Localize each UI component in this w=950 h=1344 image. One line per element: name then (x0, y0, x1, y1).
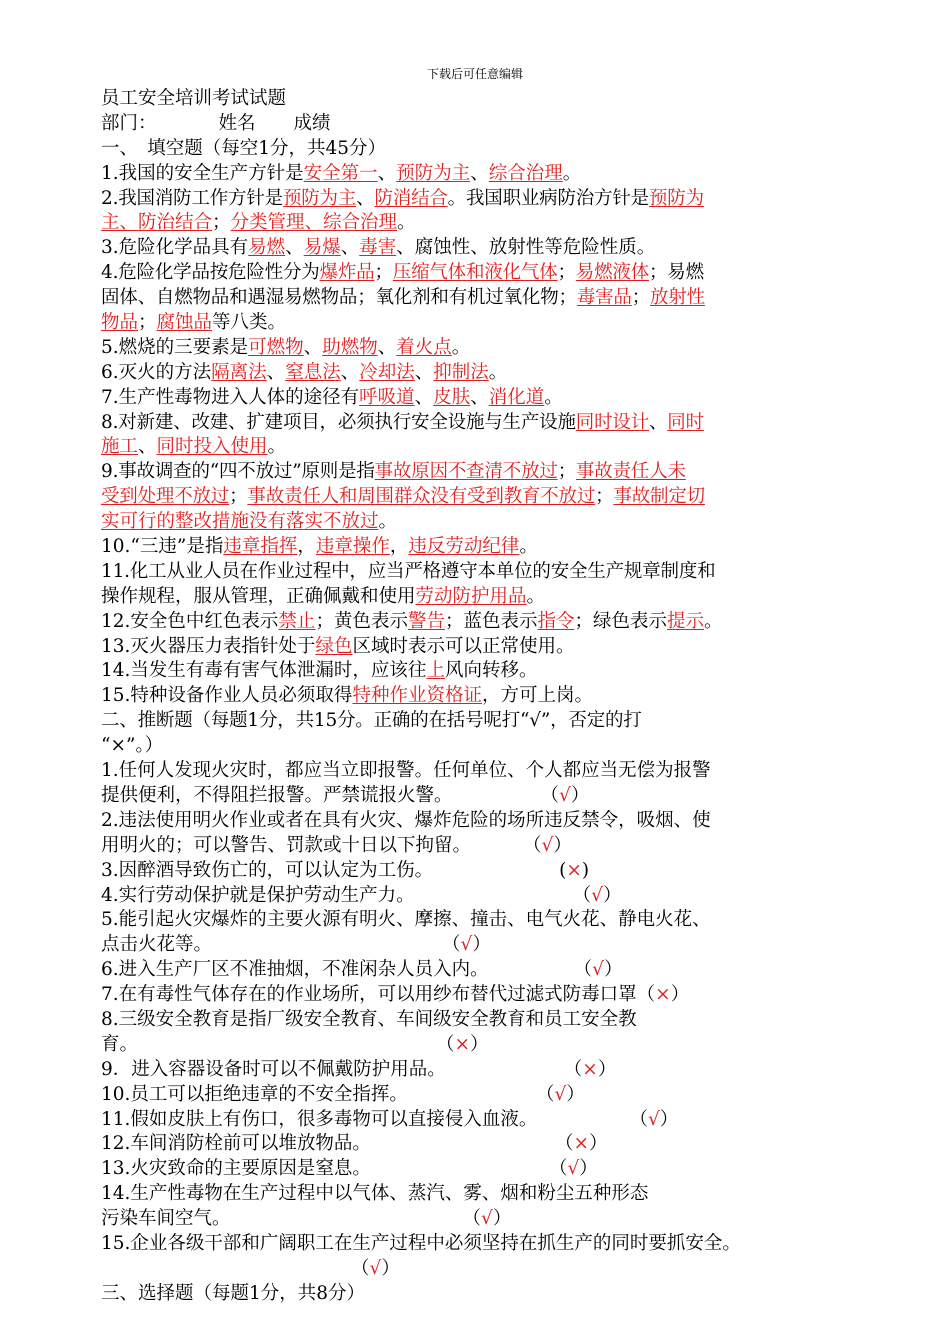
question-text: 4.实行劳动保护就是保护劳动生产力。 (101, 884, 415, 906)
answer-bracket: ） (602, 884, 622, 906)
answer-bracket: ） (553, 834, 572, 856)
answer: 违章指挥 (223, 536, 298, 558)
answer: 综合治理 (488, 162, 563, 184)
answer: 助燃物 (322, 336, 378, 358)
answer: 实可行的整改措施没有落实不放过 (101, 511, 379, 533)
answer-bracket: （ (548, 1158, 568, 1180)
answer: 预防为 (648, 187, 704, 209)
answer-bracket: ） (472, 934, 491, 956)
answer: 分类管理、综合治理 (230, 212, 398, 234)
judgement-line (101, 1132, 853, 1157)
answer-bracket: （ (636, 984, 656, 1006)
question-text: 提供便利，不得阻拦报警。严禁谎报火警。 (101, 784, 453, 806)
answer-bracket: （ (523, 834, 542, 856)
question-2: 2.我国消防工作方针是预防为主、防消结合。我国职业病防治方针是预防为 主、防治结合；分类管理、综合治理。 (101, 187, 704, 234)
answer: 违反劳动纪律 (408, 536, 520, 558)
judgement-line (101, 1108, 853, 1133)
judgement-line (101, 1182, 853, 1207)
answer: 窒息法 (285, 361, 341, 383)
judgement-questions (101, 759, 853, 1282)
answer-bracket: ） (603, 959, 623, 981)
answer: 指令 (537, 610, 575, 632)
answer: 呼吸道 (359, 386, 415, 408)
question-7: 7.生产性毒物进入人体的途径有呼吸道、皮肤、消化道。 (101, 386, 563, 408)
answer-mark: √ (369, 1257, 382, 1279)
answer: 主、防治结合 (101, 212, 213, 234)
answer-bracket: （ (535, 1083, 555, 1105)
answer-bracket: （ (629, 1108, 648, 1130)
question-10: 10.“三违”是指违章指挥，违章操作，违反劳动纪律。 (101, 536, 538, 558)
question-text: 14.生产性毒物在生产过程中以气体、蒸汽、雾、烟和粉尘五种形态 (101, 1183, 649, 1205)
answer: 施工 (101, 436, 139, 458)
answer: 可燃物 (248, 336, 304, 358)
answer-bracket: （ (563, 1058, 583, 1080)
answer-bracket: ） (381, 1257, 400, 1279)
question-text: 15.企业各级干部和广阔职工在生产过程中必须坚持在抓生产的同时要抓安全。 (101, 1232, 741, 1254)
answer: 隔离法 (211, 361, 267, 383)
question-3: 3.危险化学品具有易燃、易爆、毒害、腐蚀性、放射性等危险性质。 (101, 237, 656, 259)
section-2-heading: 二、推断题（每题1分，共15分。正确的在括号呢打“√”，否定的打 (101, 710, 642, 732)
question-text: 6.进入生产厂区不准抽烟，不准闲杂人员入内。 (101, 959, 489, 981)
answer-bracket: ） (659, 1108, 679, 1130)
answer: 禁止 (278, 610, 316, 632)
answer-bracket: ） (597, 1058, 617, 1080)
answer: 毒害 (359, 237, 397, 259)
judgement-line (101, 1257, 853, 1282)
answer: 受到处理不放过 (101, 486, 230, 508)
judgement-line (101, 1008, 853, 1033)
judgement-line (101, 784, 853, 809)
answer: 安全第一 (303, 162, 378, 184)
answer-bracket: ） (492, 1208, 512, 1230)
answer: 防消结合 (374, 187, 448, 209)
answer-bracket: （ (573, 959, 593, 981)
info-line (101, 112, 853, 137)
answer-mark: √ (592, 959, 604, 981)
answer: 易燃 (248, 237, 286, 259)
answer: 易燃液体 (575, 262, 649, 284)
question-11: 11.化工从业人员在作业过程中，应当严格遵守本单位的安全生产规章制度和 操作规程，服从管理，正确佩戴和使用劳动防护用品。 (101, 560, 716, 607)
judgement-line (101, 1058, 853, 1083)
answer: 预防为主 (396, 162, 471, 184)
judgement-line (101, 859, 853, 884)
section-3-heading: 三、选择题（每题1分，共8分） (101, 1282, 366, 1304)
answer: 绿色 (315, 635, 353, 657)
name-label: 姓名 (218, 112, 256, 134)
answer: 抑制法 (433, 361, 489, 383)
question-text: 13.火灾致命的主要原因是窒息。 (101, 1158, 371, 1180)
answer: 放射性 (650, 287, 705, 309)
answer: 爆炸品 (319, 262, 375, 284)
answer: 事故原因不查清不放过 (374, 461, 558, 483)
question-text: 2.违法使用明火作业或者在具有火灾、爆炸危险的场所违反禁令，吸烟、使 (101, 809, 711, 831)
answer-mark: × (573, 1133, 589, 1155)
judgement-line (101, 933, 853, 958)
question-5: 5.燃烧的三要素是可燃物、助燃物、着火点。 (101, 336, 471, 358)
judgement-line (101, 759, 853, 784)
answer-bracket: ） (570, 784, 590, 806)
answer-bracket: ） (579, 1158, 598, 1180)
answer-mark: × (454, 1033, 471, 1055)
question-8: 8.对新建、改建、扩建项目，必须执行安全设施与生产设施同时设计、同时 施工、同时投入使用。 (101, 411, 704, 458)
answer-bracket: （ (442, 934, 461, 956)
page-header: 下载后可任意编辑 (426, 67, 523, 81)
answer-mark: √ (591, 884, 603, 906)
judgement-line (101, 809, 853, 834)
answer-mark: × (655, 984, 671, 1006)
answer: 同时 (667, 411, 704, 433)
question-4: 4.危险化学品按危险性分为爆炸品；压缩气体和液化气体；易燃液体；易燃 固体、自燃物品和遇湿易燃物品；氧化剂和有机过氧化物；毒害品；放射性 物品；腐蚀品等八类。 (101, 262, 705, 334)
answer: 同时设计 (575, 411, 649, 433)
answer-mark: √ (541, 834, 554, 856)
question-13: 13.灭火器压力表指针处于绿色区域时表示可以正常使用。 (101, 635, 575, 657)
answer: 上 (426, 660, 445, 682)
answer: 劳动防护用品 (415, 585, 527, 607)
answer: 压缩气体和液化气体 (392, 262, 558, 284)
question-6: 6.灭火的方法隔离法、窒息法、冷却法、抑制法。 (101, 361, 508, 383)
judgement-line (101, 1033, 853, 1058)
question-text: 7.在有毒性气体存在的作业场所，可以用纱布替代过滤式防毒口罩 (101, 984, 637, 1006)
judgement-line (101, 983, 853, 1008)
section-2-heading-cont: “×”。） (101, 735, 164, 757)
answer: 着火点 (396, 336, 452, 358)
answer: 同时投入使用 (156, 436, 268, 458)
answer-mark: √ (559, 784, 571, 806)
question-text: 11.假如皮肤上有伤口，很多毒物可以直接侵入血液。 (101, 1108, 538, 1130)
judgement-line (101, 908, 853, 933)
question-14: 14.当发生有毒有害气体泄漏时，应该往上风向转移。 (101, 660, 538, 682)
answer-bracket: （ (351, 1257, 370, 1279)
answer: 易爆 (303, 237, 341, 259)
answer: 皮肤 (433, 386, 471, 408)
judgement-line (101, 884, 853, 909)
answer: 物品 (101, 312, 139, 334)
answer: 警告 (407, 610, 445, 632)
answer: 提示 (667, 610, 705, 632)
answer-mark: × (566, 859, 582, 881)
question-text: 1.任何人发现火灾时，都应当立即报警。任何单位、个人都应当无偿为报警 (101, 760, 711, 782)
answer-mark: √ (554, 1083, 567, 1105)
answer-bracket: （ (554, 1133, 574, 1155)
answer-mark: √ (567, 1158, 580, 1180)
answer-mark: √ (460, 934, 473, 956)
answer: 事故责任人未 (576, 461, 686, 483)
judgement-line (101, 834, 853, 859)
question-text: 育。 (101, 1033, 139, 1055)
question-text: 3.因醉酒导致伤亡的，可以认定为工伤。 (101, 859, 434, 881)
score-label: 成绩 (293, 112, 331, 134)
answer-bracket: ( (559, 859, 567, 881)
exam-content (101, 87, 853, 1307)
answer-mark: √ (647, 1108, 660, 1130)
judgement-line (101, 1157, 853, 1182)
question-text: 10.员工可以拒绝违章的不安全指挥。 (101, 1083, 408, 1105)
judgement-line (101, 1207, 853, 1232)
section-1-heading: 一、 填空题（每空1分，共45分） (101, 137, 387, 159)
question-15: 15.特种设备作业人员必须取得特种作业资格证，方可上岗。 (101, 685, 593, 707)
question-12: 12.安全色中红色表示禁止；黄色表示警告；蓝色表示指令；绿色表示提示。 (101, 610, 723, 632)
answer-mark: × (582, 1058, 598, 1080)
answer: 腐蚀品 (156, 312, 213, 334)
judgement-line (101, 1232, 853, 1257)
question-text: 5.能引起火灾爆炸的主要火源有明火、摩擦、撞击、电气火花、静电火花、 (101, 909, 711, 931)
judgement-line (101, 1083, 853, 1108)
question-text: 9．进入容器设备时可以不佩戴防护用品。 (101, 1058, 446, 1080)
answer: 事故责任人和周围群众没有受到教育不放过 (247, 486, 596, 508)
answer-bracket: ） (670, 984, 690, 1006)
answer-bracket: ） (470, 1033, 489, 1055)
answer: 预防为主 (282, 187, 357, 209)
answer-bracket: ） (566, 1083, 585, 1105)
question-text: 点击火花等。 (101, 934, 213, 956)
answer-bracket: （ (540, 784, 560, 806)
answer-bracket: ） (588, 1133, 608, 1155)
answer: 消化道 (488, 386, 545, 408)
question-text: 污染车间空气。 (101, 1208, 231, 1230)
answer: 违章操作 (315, 536, 390, 558)
answer: 毒害品 (576, 287, 632, 309)
answer: 冷却法 (359, 361, 415, 383)
question-text: 8.三级安全教育是指厂级安全教育、车间级安全教育和员工安全教 (101, 1008, 637, 1030)
question-text: 用明火的；可以警告、罚款或十日以下拘留。 (101, 834, 472, 856)
answer: 事故制定切 (613, 486, 705, 508)
answer-bracket: （ (462, 1208, 482, 1230)
question-text: 12.车间消防栓前可以堆放物品。 (101, 1133, 371, 1155)
question-9: 9.事故调查的“四不放过”原则是指事故原因不查清不放过；事故责任人未 受到处理不放过；事故责任人和周围群众没有受到教育不放过；事故制定切 实可行的整改措施没有落实不放过。 (101, 461, 705, 533)
question-1: 1.我国的安全生产方针是安全第一、预防为主、综合治理。 (101, 162, 582, 184)
answer: 特种作业资格证 (352, 685, 482, 707)
answer-bracket: ) (581, 859, 590, 881)
dept-label: 部门： (101, 112, 157, 134)
judgement-line (101, 958, 853, 983)
answer-mark: √ (481, 1208, 493, 1230)
answer-bracket: （ (436, 1033, 455, 1055)
answer-bracket: （ (572, 884, 592, 906)
exam-title: 员工安全培训考试试题 (101, 88, 287, 109)
